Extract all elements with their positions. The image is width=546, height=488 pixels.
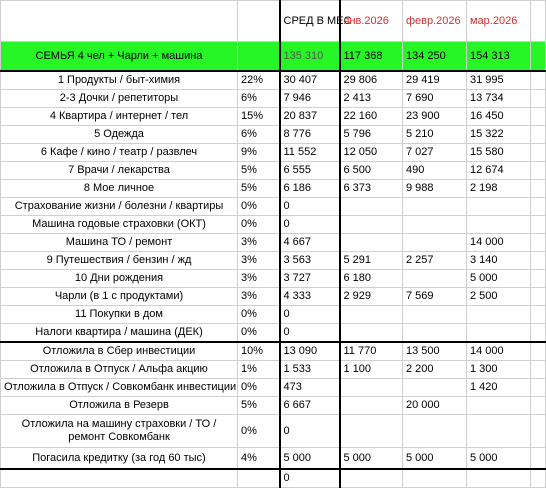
jan-cell[interactable] <box>340 379 403 397</box>
mar-cell[interactable] <box>467 324 531 343</box>
jan-cell[interactable]: 2 413 <box>340 90 403 108</box>
mar-cell[interactable] <box>467 415 531 448</box>
cell-empty[interactable] <box>531 234 546 252</box>
avg-cell[interactable]: 4 333 <box>280 288 340 306</box>
cell-empty[interactable] <box>531 306 546 324</box>
mar-cell[interactable]: 3 140 <box>467 252 531 270</box>
avg-header[interactable]: СРЕД В МЕС <box>280 1 340 42</box>
cell-empty[interactable] <box>531 180 546 198</box>
cell-empty[interactable] <box>340 469 403 488</box>
jan-cell[interactable] <box>340 324 403 343</box>
mar-cell[interactable]: 16 450 <box>467 108 531 126</box>
jan-cell[interactable]: 11 770 <box>340 342 403 361</box>
jan-cell[interactable]: 5 291 <box>340 252 403 270</box>
jan-cell[interactable]: 5 000 <box>340 448 403 470</box>
feb-cell[interactable]: 23 900 <box>403 108 467 126</box>
table-row <box>1 379 546 397</box>
percent-cell[interactable]: 5% <box>238 180 280 198</box>
header-row <box>1 1 546 42</box>
avg-cell[interactable]: 0 <box>280 324 340 343</box>
mar-cell[interactable]: 14 000 <box>467 342 531 361</box>
avg-cell[interactable]: 4 667 <box>280 234 340 252</box>
avg-cell[interactable]: 3 563 <box>280 252 340 270</box>
percent-cell[interactable]: 0% <box>238 324 280 343</box>
cell-empty[interactable] <box>531 216 546 234</box>
avg-cell[interactable]: 0 <box>280 216 340 234</box>
percent-cell[interactable]: 10% <box>238 342 280 361</box>
table-row <box>1 180 546 198</box>
jan-cell[interactable] <box>340 306 403 324</box>
mar-cell[interactable]: 5 000 <box>467 448 531 470</box>
cell-empty[interactable] <box>1 1 238 42</box>
jan-cell[interactable]: 6 500 <box>340 162 403 180</box>
category-label[interactable]: 8 Мое личное <box>1 180 238 198</box>
percent-cell[interactable]: 3% <box>238 288 280 306</box>
month-header-feb[interactable]: февр.2026 <box>403 1 467 42</box>
percent-cell[interactable]: 0% <box>238 379 280 397</box>
family-label[interactable]: СЕМЬЯ 4 чел + Чарли + машина <box>1 42 238 72</box>
table-row <box>1 415 546 448</box>
table-row <box>1 361 546 379</box>
avg-cell[interactable]: 3 727 <box>280 270 340 288</box>
family-jan[interactable]: 117 368 <box>340 42 403 72</box>
family-mar[interactable]: 154 313 <box>467 42 531 72</box>
mar-cell[interactable]: 2 198 <box>467 180 531 198</box>
mar-cell[interactable] <box>467 198 531 216</box>
feb-cell[interactable] <box>403 216 467 234</box>
category-label[interactable]: Отложила в Отпуск / Альфа акцию <box>1 361 238 379</box>
avg-cell[interactable]: 1 533 <box>280 361 340 379</box>
avg-cell[interactable]: 20 837 <box>280 108 340 126</box>
feb-cell[interactable] <box>403 415 467 448</box>
mar-cell[interactable] <box>467 397 531 415</box>
cell-empty[interactable] <box>531 126 546 144</box>
table-row <box>1 306 546 324</box>
cell-empty[interactable] <box>467 469 531 488</box>
family-total-row <box>1 42 546 72</box>
category-label[interactable]: Машина ТО / ремонт <box>1 234 238 252</box>
category-label[interactable]: Отложила в Сбер инвестиции <box>1 342 238 361</box>
feb-cell[interactable]: 29 419 <box>403 71 467 90</box>
mar-cell[interactable] <box>467 216 531 234</box>
table-row <box>1 252 546 270</box>
feb-cell[interactable]: 2 257 <box>403 252 467 270</box>
table-row <box>1 288 546 306</box>
percent-cell[interactable]: 6% <box>238 126 280 144</box>
feb-cell[interactable] <box>403 270 467 288</box>
cell-empty[interactable] <box>531 469 546 488</box>
cell-empty[interactable] <box>531 415 546 448</box>
mar-cell[interactable]: 15 322 <box>467 126 531 144</box>
jan-cell[interactable]: 2 929 <box>340 288 403 306</box>
avg-cell[interactable]: 7 946 <box>280 90 340 108</box>
family-avg[interactable]: 135 310 <box>280 42 340 72</box>
table-row <box>1 108 546 126</box>
percent-cell[interactable]: 5% <box>238 162 280 180</box>
mar-cell[interactable]: 14 000 <box>467 234 531 252</box>
jan-cell[interactable]: 1 100 <box>340 361 403 379</box>
avg-cell[interactable]: 0 <box>280 415 340 448</box>
table-row <box>1 397 546 415</box>
feb-cell[interactable]: 5 000 <box>403 448 467 470</box>
avg-cell[interactable]: 0 <box>280 306 340 324</box>
jan-cell[interactable]: 22 160 <box>340 108 403 126</box>
category-label[interactable]: 6 Кафе / кино / театр / развлеч <box>1 144 238 162</box>
percent-cell[interactable]: 0% <box>238 198 280 216</box>
mar-cell[interactable]: 12 674 <box>467 162 531 180</box>
cell-empty[interactable] <box>531 42 546 72</box>
feb-cell[interactable] <box>403 306 467 324</box>
category-label[interactable]: Страхование жизни / болезни / квартиры <box>1 198 238 216</box>
feb-cell[interactable]: 13 500 <box>403 342 467 361</box>
feb-cell[interactable] <box>403 234 467 252</box>
month-header-mar[interactable]: мар.2026 <box>467 1 531 42</box>
mar-cell[interactable]: 2 500 <box>467 288 531 306</box>
feb-cell[interactable]: 7 027 <box>403 144 467 162</box>
category-label[interactable]: Погасила кредитку (за год 60 тыс) <box>1 448 238 470</box>
feb-cell[interactable]: 490 <box>403 162 467 180</box>
table-row <box>1 71 546 90</box>
avg-cell[interactable]: 6 186 <box>280 180 340 198</box>
category-label[interactable]: 7 Врачи / лекарства <box>1 162 238 180</box>
jan-cell[interactable] <box>340 397 403 415</box>
cell-empty[interactable] <box>531 324 546 343</box>
cell-empty[interactable] <box>531 144 546 162</box>
category-label[interactable]: Чарли (в 1 с продуктами) <box>1 288 238 306</box>
cell-empty[interactable] <box>531 448 546 470</box>
month-header-jan[interactable]: янв.2026 <box>340 1 403 42</box>
percent-cell[interactable]: 0% <box>238 306 280 324</box>
feb-cell[interactable]: 7 690 <box>403 90 467 108</box>
category-label[interactable]: 5 Одежда <box>1 126 238 144</box>
feb-cell[interactable] <box>403 379 467 397</box>
category-label[interactable]: Отложила на машину страховки / ТО / ремонт Совкомбанк <box>1 415 238 448</box>
cell-empty[interactable] <box>531 198 546 216</box>
cell-empty[interactable] <box>403 469 467 488</box>
mar-cell[interactable]: 1 420 <box>467 379 531 397</box>
mar-cell[interactable]: 31 995 <box>467 71 531 90</box>
cell-empty[interactable] <box>531 252 546 270</box>
category-label[interactable]: Налоги квартира / машина (ДЕК) <box>1 324 238 343</box>
avg-cell[interactable]: 13 090 <box>280 342 340 361</box>
category-label[interactable]: 1 Продукты / быт-химия <box>1 71 238 90</box>
percent-cell[interactable]: 6% <box>238 90 280 108</box>
category-label[interactable]: 10 Дни рождения <box>1 270 238 288</box>
feb-cell[interactable]: 9 988 <box>403 180 467 198</box>
jan-cell[interactable]: 5 796 <box>340 126 403 144</box>
jan-cell[interactable] <box>340 198 403 216</box>
percent-cell[interactable]: 5% <box>238 397 280 415</box>
avg-cell[interactable]: 5 000 <box>280 448 340 470</box>
feb-cell[interactable] <box>403 198 467 216</box>
cell-empty[interactable] <box>531 342 546 361</box>
feb-cell[interactable]: 5 210 <box>403 126 467 144</box>
percent-cell[interactable]: 15% <box>238 108 280 126</box>
table-row <box>1 198 546 216</box>
table-row <box>1 270 546 288</box>
cell-empty[interactable] <box>531 379 546 397</box>
mar-cell[interactable]: 5 000 <box>467 270 531 288</box>
footer-row <box>1 469 546 488</box>
percent-cell[interactable]: 3% <box>238 252 280 270</box>
cell-empty[interactable] <box>1 469 238 488</box>
avg-cell[interactable]: 8 776 <box>280 126 340 144</box>
avg-cell[interactable]: 6 555 <box>280 162 340 180</box>
jan-cell[interactable]: 29 806 <box>340 71 403 90</box>
table-row <box>1 126 546 144</box>
cell-empty[interactable] <box>531 108 546 126</box>
cell-empty[interactable] <box>238 42 280 72</box>
feb-cell[interactable] <box>403 324 467 343</box>
cell-empty[interactable] <box>238 1 280 42</box>
footer-avg[interactable]: 0 <box>280 469 340 488</box>
jan-cell[interactable] <box>340 415 403 448</box>
avg-cell[interactable]: 30 407 <box>280 71 340 90</box>
percent-cell[interactable]: 4% <box>238 448 280 470</box>
percent-cell[interactable]: 9% <box>238 144 280 162</box>
category-label[interactable]: 9 Путешествия / бензин / жд <box>1 252 238 270</box>
percent-cell[interactable]: 3% <box>238 234 280 252</box>
category-label[interactable]: Машина годовые страховки (ОКТ) <box>1 216 238 234</box>
mar-cell[interactable]: 13 734 <box>467 90 531 108</box>
avg-cell[interactable]: 473 <box>280 379 340 397</box>
avg-cell[interactable]: 6 667 <box>280 397 340 415</box>
cell-empty[interactable] <box>531 361 546 379</box>
mar-cell[interactable] <box>467 306 531 324</box>
cell-empty[interactable] <box>531 397 546 415</box>
jan-cell[interactable]: 12 050 <box>340 144 403 162</box>
cell-empty[interactable] <box>531 162 546 180</box>
table-row <box>1 234 546 252</box>
table-row <box>1 144 546 162</box>
jan-cell[interactable] <box>340 234 403 252</box>
table-row <box>1 216 546 234</box>
category-label[interactable]: 2-3 Дочки / репетиторы <box>1 90 238 108</box>
jan-cell[interactable] <box>340 216 403 234</box>
avg-cell[interactable]: 11 552 <box>280 144 340 162</box>
cell-empty[interactable] <box>531 288 546 306</box>
category-label[interactable]: Отложила в Резерв <box>1 397 238 415</box>
feb-cell[interactable]: 2 200 <box>403 361 467 379</box>
table-row <box>1 448 546 470</box>
jan-cell[interactable]: 6 373 <box>340 180 403 198</box>
category-label[interactable]: 11 Покупки в дом <box>1 306 238 324</box>
mar-cell[interactable]: 1 300 <box>467 361 531 379</box>
feb-cell[interactable]: 20 000 <box>403 397 467 415</box>
percent-cell[interactable]: 0% <box>238 415 280 448</box>
table-row <box>1 324 546 343</box>
category-label[interactable]: 4 Квартира / интернет / тел <box>1 108 238 126</box>
mar-cell[interactable]: 15 580 <box>467 144 531 162</box>
family-feb[interactable]: 134 250 <box>403 42 467 72</box>
percent-cell[interactable]: 1% <box>238 361 280 379</box>
avg-cell[interactable]: 0 <box>280 198 340 216</box>
cell-empty[interactable] <box>531 90 546 108</box>
table-row <box>1 90 546 108</box>
cell-empty[interactable] <box>238 469 280 488</box>
jan-cell[interactable]: 6 180 <box>340 270 403 288</box>
cell-empty[interactable] <box>531 71 546 90</box>
percent-cell[interactable]: 22% <box>238 71 280 90</box>
table-row <box>1 162 546 180</box>
percent-cell[interactable]: 3% <box>238 270 280 288</box>
percent-cell[interactable]: 0% <box>238 216 280 234</box>
table-row <box>1 342 546 361</box>
feb-cell[interactable]: 7 569 <box>403 288 467 306</box>
category-label[interactable]: Отложила в Отпуск / Совкомбанк инвестиции <box>1 379 238 397</box>
cell-empty[interactable] <box>531 1 546 42</box>
cell-empty[interactable] <box>531 270 546 288</box>
